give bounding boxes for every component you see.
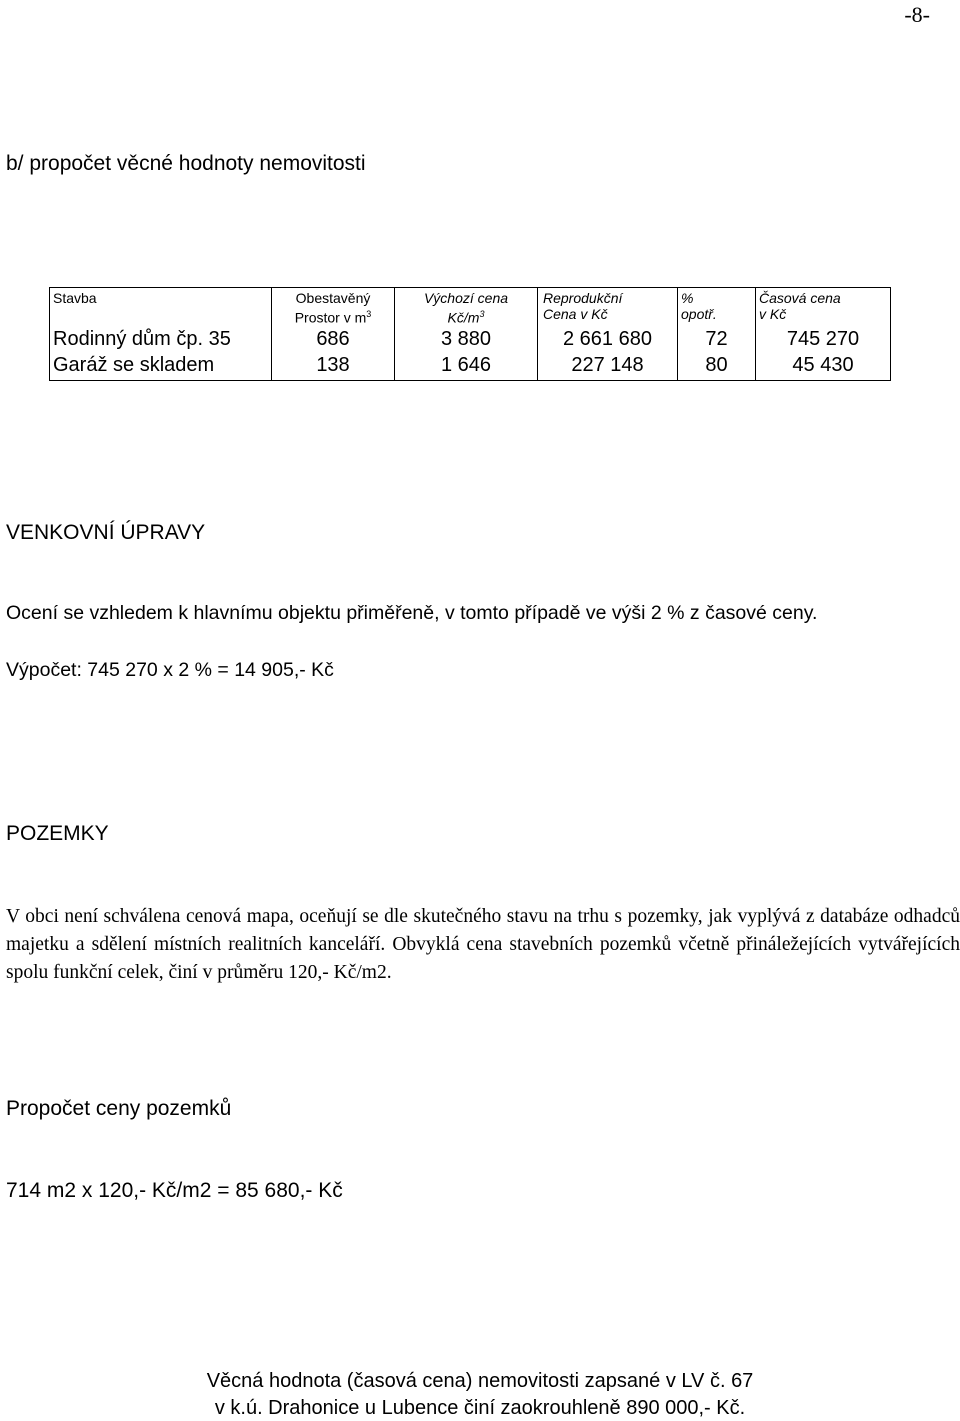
propocet-pozemku-calc: 714 m2 x 120,- Kč/m2 = 85 680,- Kč bbox=[6, 1179, 343, 1202]
venkovni-upravy-calc: Výpočet: 745 270 x 2 % = 14 905,- Kč bbox=[6, 659, 334, 681]
venkovni-upravy-text: Ocení se vzhledem k hlavnímu objektu přiměřeně, v tomto případě ve výši 2 % z časové ceny. bbox=[6, 602, 818, 624]
cell-stavba: Garáž se skladem bbox=[50, 352, 272, 381]
table-row bbox=[50, 352, 891, 381]
header-obestaveny: Obestavěný Prostor v $m^3$ bbox=[272, 288, 395, 327]
section-b-title: b/ propočet věcné hodnoty nemovitosti bbox=[6, 152, 366, 175]
footer-line-1: Věcná hodnota (časová cena) nemovitosti zapsané v LV č. 67 bbox=[206, 1370, 754, 1392]
cell-casova-cena: 745 270 bbox=[756, 326, 891, 352]
header-vychozi: Výchozí cena $Kč/m^3$ bbox=[395, 288, 538, 327]
table-row bbox=[50, 326, 891, 352]
cell-obestaveny: 686 bbox=[272, 326, 395, 352]
page-number: -8- bbox=[904, 2, 930, 27]
pozemky-title: POZEMKY bbox=[6, 822, 109, 845]
header-casova-cena: Časová cena v Kč bbox=[756, 288, 891, 327]
header-opotrebeni: % opotř. bbox=[678, 288, 756, 327]
valuation-table bbox=[49, 287, 891, 381]
cell-reprodukcni: 227 148 bbox=[538, 352, 678, 381]
header-stavba: Stavba bbox=[50, 288, 272, 327]
cell-vychozi: 1 646 bbox=[395, 352, 538, 381]
cell-stavba: Rodinný dům čp. 35 bbox=[50, 326, 272, 352]
cell-opotrebeni: 80 bbox=[678, 352, 756, 381]
header-reprodukcni: Reprodukční Cena v Kč bbox=[538, 288, 678, 327]
venkovni-upravy-title: VENKOVNÍ ÚPRAVY bbox=[6, 521, 206, 544]
propocet-pozemku-title: Propočet ceny pozemků bbox=[6, 1097, 232, 1120]
cell-vychozi: 3 880 bbox=[395, 326, 538, 352]
cell-obestaveny: 138 bbox=[272, 352, 395, 381]
cell-reprodukcni: 2 661 680 bbox=[538, 326, 678, 352]
table-header-row bbox=[50, 288, 891, 327]
cell-casova-cena: 45 430 bbox=[756, 352, 891, 381]
footer-line-2: v k.ú. Drahonice u Lubence činí zaokrouhleně 890 000,- Kč. bbox=[214, 1397, 746, 1419]
pozemky-text: V obci není schválena cenová mapa, oceňují se dle skutečného stavu na trhu s pozemky, jak vyplývá z databáze odhadců majetku a sdělení místních realitních kanceláří. Obvyklá cena stavebních pozemků včetně přináležejících vytvářejících spolu funkční celek, činí v průměru 120,- Kč/m2. bbox=[6, 906, 960, 983]
cell-opotrebeni: 72 bbox=[678, 326, 756, 352]
